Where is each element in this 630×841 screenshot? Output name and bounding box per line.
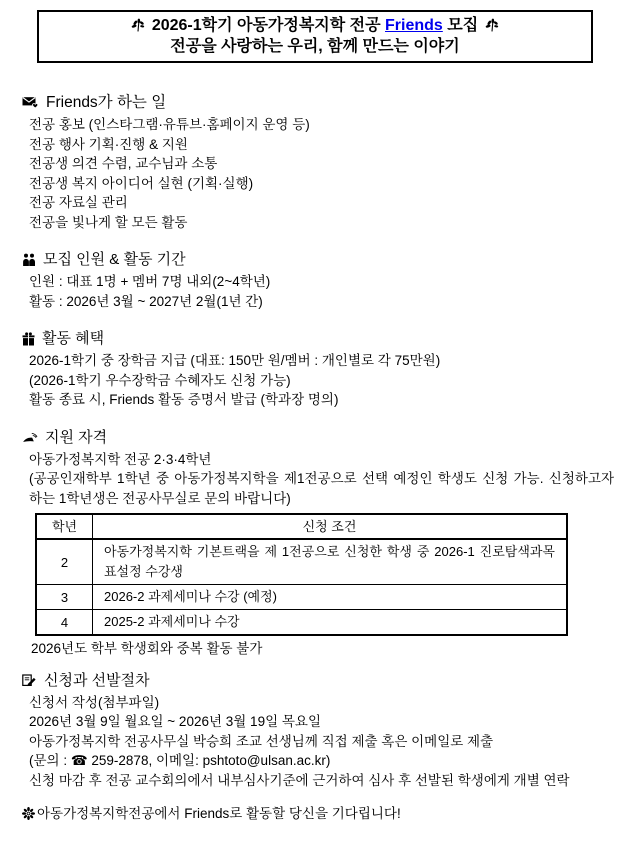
gift-icon	[22, 332, 35, 346]
section-title: 신청과 선발절차	[44, 671, 150, 689]
love-letter-icon	[22, 96, 39, 110]
footer-text: 아동가정복지학전공에서 Friends로 활동할 당신을 기다립니다!	[37, 806, 401, 821]
recruit-line: 인원 : 대표 1명 + 멤버 7명 내외(2~4학년)	[29, 274, 271, 289]
title-text-suffix: 모집	[442, 17, 479, 34]
apply-line: 신청서 작성(첨부파일)	[29, 694, 160, 710]
apply-line: 아동가정복지학 전공사무실 박승희 조교 선생님께 직접 제출 혹은 이메일로 제출	[29, 733, 494, 749]
section-heading-apply	[22, 671, 614, 691]
leaf-icon	[485, 18, 499, 32]
condition-cell: 2026-2 과제세미나 수강 (예정)	[93, 585, 568, 610]
section-title: 활동 혜택	[42, 330, 105, 347]
recruit-line: 활동 : 2026년 3월 ~ 2027년 2월(1년 간)	[29, 293, 263, 309]
megaphone-icon	[22, 432, 38, 443]
duty-line: 전공 홍보 (인스타그램·유튜브·홈페이지 운영 등)	[29, 117, 310, 132]
title-subtitle: 전공을 사랑하는 우리, 함께 만드는 이야기	[170, 38, 460, 55]
table-header-row	[36, 514, 567, 539]
duty-line: 전공을 빛나게 할 모든 활동	[29, 214, 188, 230]
flower-icon	[22, 807, 35, 820]
condition-cell: 아동가정복지학 기본트랙을 제 1전공으로 신청한 학생 중 2026-1 진로탐색과목표설정 수강생	[93, 539, 568, 585]
document-page	[0, 10, 630, 841]
eligibility-line: 아동가정복지학 전공 2·3·4학년	[29, 451, 212, 467]
grade-cell: 2	[36, 539, 93, 585]
benefit-line: 활동 종료 시, Friends 활동 증명서 발급 (학과장 명의)	[29, 392, 339, 407]
column-header-grade: 학년	[36, 514, 93, 539]
duty-line: 전공생 복지 아이디어 실현 (기획·실행)	[29, 175, 254, 191]
eligibility-line: (공공인재학부 1학년 중 아동가정복지학을 제1전공으로 선택 예정인 학생도 신청 가능. 신청하고자 하는 1학년생은 전공사무실로 문의 바랍니다)	[29, 471, 614, 506]
table-row	[36, 610, 567, 636]
section-heading-recruit	[22, 250, 614, 270]
table-row	[36, 539, 567, 585]
leaf-icon	[131, 18, 145, 32]
section-title: 모집 인원 & 활동 기간	[43, 251, 186, 268]
apply-line: 2026년 3월 9일 월요일 ~ 2026년 3월 19일 목요일	[29, 714, 321, 729]
apply-line: 신청 마감 후 전공 교수회의에서 내부심사기준에 근거하여 심사 후 선발된 학생에게 개별 연락	[29, 772, 570, 788]
condition-cell: 2025-2 과제세미나 수강	[93, 610, 568, 636]
title-line-1	[43, 15, 587, 36]
apply-contact-line: (문의 : ☎ 259-2878, 이메일: pshtoto@ulsan.ac.kr)	[29, 753, 331, 768]
writing-hand-icon	[22, 674, 37, 687]
footer-line	[22, 804, 614, 824]
benefit-line: 2026-1학기 중 장학금 지급 (대표: 150만 원/멤버 : 개인별로 각 75만원)	[29, 353, 441, 368]
column-header-condition: 신청 조건	[93, 514, 568, 539]
section-heading-benefits	[22, 329, 614, 349]
section-heading-duties	[22, 93, 614, 113]
section-title: Friends가 하는 일	[46, 94, 167, 111]
table-row	[36, 585, 567, 610]
section-title: 지원 자격	[45, 428, 108, 446]
title-text-prefix: 2026-1학기 아동가정복지학 전공	[151, 17, 386, 34]
title-box	[37, 10, 593, 63]
grade-cell: 3	[36, 585, 93, 610]
friends-link[interactable]: Friends	[385, 17, 443, 34]
duty-line: 전공 행사 기획·진행 & 지원	[29, 136, 188, 152]
eligibility-table	[35, 513, 568, 636]
duty-line: 전공 자료실 관리	[29, 195, 128, 210]
duty-line: 전공생 의견 수렴, 교수님과 소통	[29, 156, 218, 171]
eligibility-note: 2026년도 학부 학생회와 중복 활동 불가	[31, 641, 263, 656]
two-people-icon	[22, 253, 36, 267]
benefit-line: (2026-1학기 우수장학금 수혜자도 신청 가능)	[29, 372, 291, 388]
grade-cell: 4	[36, 610, 93, 636]
section-heading-eligibility	[22, 428, 614, 448]
